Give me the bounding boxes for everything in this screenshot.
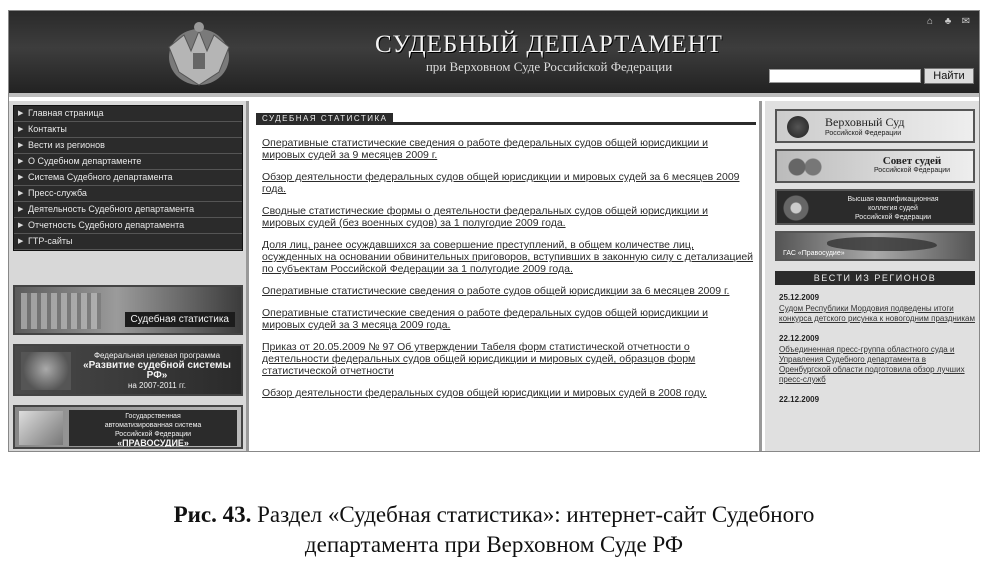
banner-text	[825, 115, 975, 137]
arrow-bullet-icon: ▶	[18, 222, 24, 229]
monitor-icon	[19, 411, 63, 445]
section-title-bar	[256, 113, 756, 125]
russia-map-icon	[827, 237, 937, 251]
nav-item-label: ГТР-сайты	[28, 236, 73, 246]
arrow-bullet-icon: ▶	[18, 190, 24, 197]
banner-text	[817, 195, 969, 222]
qualification-board-banner[interactable]	[775, 189, 975, 225]
star-emblem-icon	[783, 195, 809, 221]
top-icons	[925, 17, 971, 27]
article-link[interactable]: Обзор деятельности федеральных судов общей юрисдикции и мировых судей в 2008 году.	[262, 387, 707, 399]
banner-label: ГАС «Правосудие»	[783, 250, 845, 257]
article-link[interactable]: Оперативные статистические сведения о работе федеральных судов общей юрисдикции и мировых судей за 9 месяцев 2009 г.	[262, 137, 709, 161]
nav-item-gtr-sites[interactable]	[14, 234, 242, 250]
site-subtitle: при Верховном Суде Российской Федерации	[425, 59, 673, 74]
arrow-bullet-icon: ▶	[18, 174, 24, 181]
article-link[interactable]: Оперативные статистические сведения о работе судов общей юрисдикции за 6 месяцев 2009 г.	[262, 285, 730, 297]
arrow-bullet-icon: ▶	[18, 142, 24, 149]
article-link[interactable]: Доля лиц, ранее осуждавшихся за совершение преступлений, в общем количестве лиц, осужденных на основании обвинительных приговоров, вступивших в законную силу с детализацией по субъектам Российской Федерации за 1 полугодие 2009 года.	[262, 239, 754, 275]
nav-item-label: Вести из регионов	[28, 140, 105, 150]
judges-icon	[785, 155, 825, 179]
banner-line: Высшая квалификационная	[847, 196, 939, 203]
banner-text	[847, 155, 975, 174]
banner-label: Судебная статистика	[125, 312, 235, 327]
emblem-icon	[21, 352, 71, 390]
banner-line-bold: «ПРАВОСУДИЕ»	[117, 438, 189, 448]
banner-subtitle: Российской Федерации	[825, 130, 902, 137]
regional-news-header: ВЕСТИ ИЗ РЕГИОНОВ	[775, 271, 975, 285]
home-icon[interactable]: ⌂	[926, 16, 934, 27]
judicial-statistics-banner[interactable]	[13, 285, 243, 335]
nav-item-label: Пресс-служба	[28, 188, 87, 198]
right-sidebar	[765, 101, 980, 452]
emblem-icon	[787, 116, 809, 138]
figure-caption	[0, 500, 988, 560]
banner-line: автоматизированная система	[104, 422, 202, 429]
statistics-chart-icon	[21, 293, 101, 329]
nav-item-system[interactable]	[14, 170, 242, 186]
section-title: СУДЕБНАЯ СТАТИСТИКА	[256, 113, 393, 125]
nav-item-label: Деятельность Судебного департамента	[28, 204, 195, 214]
arrow-bullet-icon: ▶	[18, 126, 24, 133]
article-list	[262, 137, 754, 409]
search-input[interactable]	[769, 69, 921, 83]
article-link[interactable]: Обзор деятельности федеральных судов общей юрисдикции и мировых судей за 6 месяцев 2009 года.	[262, 171, 740, 195]
banner-line: на 2007-2011 гг.	[127, 381, 187, 390]
news-link[interactable]: Судом Республики Мордовия подведены итоги конкурса детского рисунка к новогодним праздникам	[779, 304, 975, 323]
nav-item-activity[interactable]	[14, 202, 242, 218]
sitemap-icon[interactable]: ♣	[944, 16, 952, 27]
website-screenshot	[8, 10, 980, 452]
banner-line: Федеральная целевая программа	[93, 351, 221, 360]
news-date: 22.12.2009	[779, 334, 820, 343]
council-of-judges-banner[interactable]	[775, 149, 975, 183]
federal-program-banner[interactable]	[13, 344, 243, 396]
article-link[interactable]: Приказ от 20.05.2009 № 97 Об утверждении Табеля форм статистической отчетности о деятельности федеральных судов общей юрисдикции и мировых судей, образцов форм статистической отчетности	[262, 341, 696, 377]
banner-text	[69, 410, 237, 446]
banner-title: Совет судей	[882, 155, 942, 167]
banner-line: Российской Федерации	[854, 214, 932, 221]
gas-pravosudie-banner[interactable]	[13, 405, 243, 449]
article-link[interactable]: Сводные статистические формы о деятельности федеральных судов общей юрисдикции и мировых судей (без военных судов) за 1 полугодие 2009 года.	[262, 205, 709, 229]
banner-line: коллегия судей	[868, 205, 918, 212]
article-link[interactable]: Оперативные статистические сведения о работе федеральных судов общей юрисдикции и мировых судей за 3 месяца 2009 года.	[262, 307, 709, 331]
main-nav-menu	[13, 105, 243, 251]
banner-subtitle: Российской Федерации	[873, 167, 951, 174]
arrow-bullet-icon: ▶	[18, 110, 24, 117]
nav-item-press[interactable]	[14, 186, 242, 202]
regional-news-list	[779, 293, 975, 406]
nav-item-label: Контакты	[28, 124, 67, 134]
main-content	[252, 101, 762, 452]
news-link[interactable]: Объединенная пресс-группа областного суда и Управления Судебного департамента в Оренбургской области подготовила обзор лучших пресс-служб	[779, 345, 965, 384]
nav-item-regional-news[interactable]	[14, 138, 242, 154]
figure-label: Рис. 43.	[173, 502, 252, 527]
nav-item-about[interactable]	[14, 154, 242, 170]
russia-map-banner[interactable]	[775, 231, 975, 261]
arrow-bullet-icon: ▶	[18, 206, 24, 213]
banner-line-bold: «Развитие судебной системы РФ»	[83, 360, 231, 381]
caption-text: Раздел «Судебная статистика»: интернет-сайт Судебного	[257, 502, 815, 527]
caption-line-2: департамента при Верховном Суде РФ	[304, 532, 684, 557]
arrow-bullet-icon: ▶	[18, 158, 24, 165]
site-title: СУДЕБНЫЙ ДЕПАРТАМЕНТ	[375, 31, 723, 58]
news-date: 22.12.2009	[779, 395, 820, 404]
nav-item-label: О Судебном департаменте	[28, 156, 142, 166]
mail-icon[interactable]: ✉	[961, 16, 971, 27]
site-header	[9, 11, 980, 97]
caption-line-1	[0, 500, 988, 530]
nav-item-label: Отчетность Судебного департамента	[28, 220, 185, 230]
nav-item-label: Система Судебного департамента	[28, 172, 173, 182]
nav-item-reports[interactable]	[14, 218, 242, 234]
search-button[interactable]: Найти	[924, 68, 974, 84]
nav-item-home[interactable]	[14, 106, 242, 122]
banner-title: Верховный Суд	[825, 115, 905, 129]
supreme-court-banner[interactable]	[775, 109, 975, 143]
nav-item-label: Главная страница	[28, 108, 104, 118]
left-sidebar	[9, 101, 249, 452]
nav-item-contacts[interactable]	[14, 122, 242, 138]
news-date: 25.12.2009	[779, 293, 820, 302]
banner-line: Государственная	[125, 413, 181, 420]
arrow-bullet-icon: ▶	[18, 238, 24, 245]
banner-text	[77, 351, 237, 391]
double-headed-eagle-emblem-icon	[159, 17, 239, 91]
banner-line: Российской Федерации	[114, 431, 192, 438]
